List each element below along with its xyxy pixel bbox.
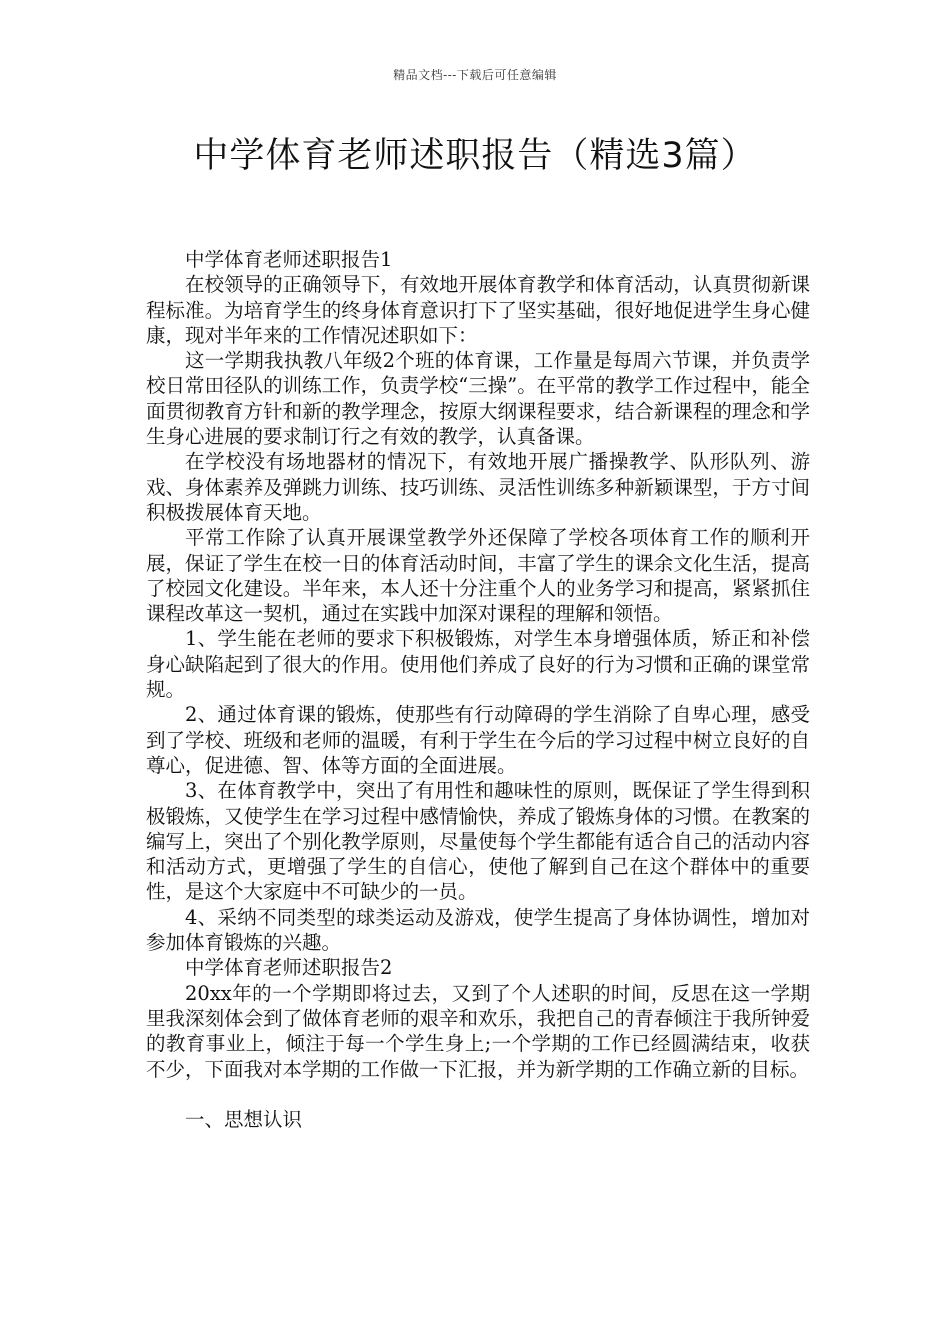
document-title: 中学体育老师述职报告（精选3篇） [193,136,757,176]
body-paragraph: 这一学期我执教八年级2个班的体育课，工作量是每周六节课，并负责学校日常田径队的训练工作，负责学校“三操”。在平常的教学工作过程中，能全面贯彻教育方针和新的教学理念，按原大纲课程要求，结合新课程的理念和学生身心进展的要求制订行之有效的教学，认真备课。 [146,349,810,449]
body-paragraph: 20xx年的一个学期即将过去，又到了个人述职的时间，反思在这一学期里我深刻体会到了做体育老师的艰辛和欢乐，我把自己的青春倾注于我所钟爱的教育事业上，倾注于每一个学生身上;一个学期的工作已经圆满结束，收获不少，下面我对本学期的工作做一下汇报，并为新学期的工作确立新的目标。 [146,981,810,1081]
document-body [146,247,810,1132]
body-paragraph: 在校领导的正确领导下，有效地开展体育教学和体育活动，认真贯彻新课程标准。为培育学生的终身体育意识打下了坚实基础，很好地促进学生身心健康，现对半年来的工作情况述职如下： [146,273,810,347]
report-1-heading: 中学体育老师述职报告1 [185,248,393,271]
header-note: 精品文档---下载后可任意编辑 [393,68,557,82]
body-paragraph: 在学校没有场地器材的情况下，有效地开展广播操教学、队形队列、游戏、身体素养及弹跳力训练、技巧训练、灵活性训练多种新颖课型，于方寸间积极拨展体育天地。 [146,450,810,524]
list-item: 1、学生能在老师的要求下积极锻炼，对学生本身增强体质，矫正和补偿身心缺陷起到了很大的作用。使用他们养成了良好的行为习惯和正确的课堂常规。 [146,627,810,702]
report-2-heading: 中学体育老师述职报告2 [185,956,393,980]
body-paragraph: 平常工作除了认真开展课堂教学外还保障了学校各项体育工作的顺利开展，保证了学生在校一日的体育活动时间，丰富了学生的课余文化生活，提高了校园文化建设。半年来，本人还十分注重个人的业务学习和提高，紧紧抓住课程改革这一契机，通过在实践中加深对课程的理解和领悟。 [146,526,810,626]
section-heading: 一、思想认识 [185,1107,303,1131]
list-item: 3、在体育教学中，突出了有用性和趣味性的原则，既保证了学生得到积极锻炼，又使学生在学习过程中感情愉快，养成了锻炼身体的习惯。在教案的编写上，突出了个别化教学原则，尽量使每个学生都能有适合自己的活动内容和活动方式，更增强了学生的自信心，使他了解到自己在这个群体中的重要性，是这个大家庭中不可缺少的一员。 [146,779,810,904]
list-item: 2、通过体育课的锻炼，使那些有行动障碍的学生消除了自卑心理，感受到了学校、班级和老师的温暖，有利于学生在今后的学习过程中树立良好的自尊心，促进德、智、体等方面的全面进展。 [146,703,810,777]
list-item: 4、采纳不同类型的球类运动及游戏，使学生提高了身体协调性，增加对参加体育锻炼的兴趣。 [146,905,810,955]
